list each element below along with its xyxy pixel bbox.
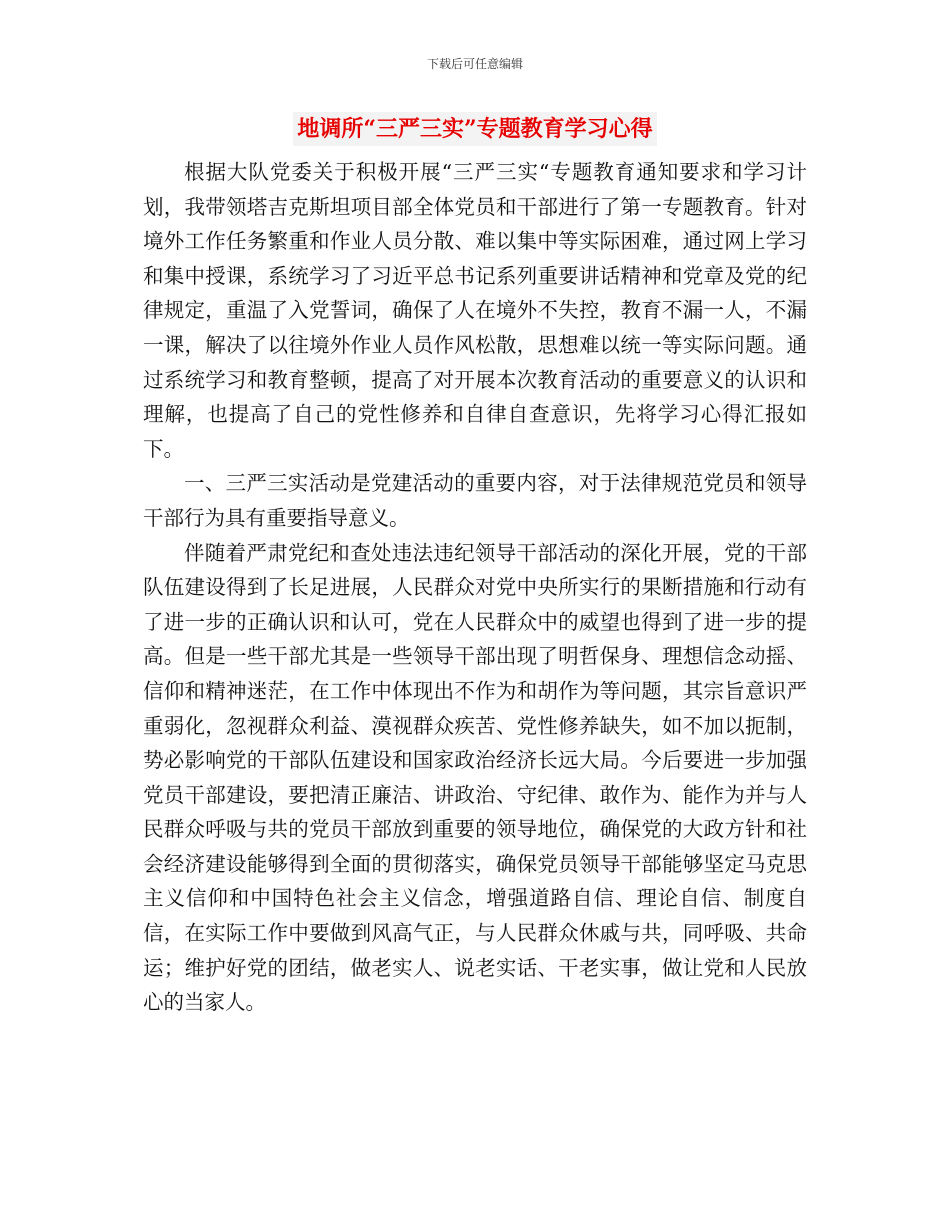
paragraph-body: 伴随着严肃党纪和查处违法违纪领导干部活动的深化开展，党的干部队伍建设得到了长足进展，人民群众对党中央所实行的果断措施和行动有了进一步的正确认识和认可，党在人民群众中的威望也得到了进一步的提高。但是一些干部尤其是一些领导干部出现了明哲保身、理想信念动摇、信仰和精神迷茫，在工作中体现出不作为和胡作为等问题，其宗旨意识严重弱化，忽视群众利益、漠视群众疾苦、党性修养缺失，如不加以扼制，势必影响党的干部队伍建设和国家政治经济长远大局。今后要进一步加强党员干部建设，要把清正廉洁、讲政治、守纪律、敢作为、能作为并与人民群众呼吸与共的党员干部放到重要的领导地位，确保党的大政方针和社会经济建设能够得到全面的贯彻落实，确保党员领导干部能够坚定马克思主义信仰和中国特色社会主义信念，增强道路自信、理论自信、制度自信，在实际工作中要做到风高气正，与人民群众休戚与共，同呼吸、共命运；维护好党的团结，做老实人、说老实话、干老实事，做让党和人民放心的当家人。 — [143, 540, 807, 1015]
title-container — [0, 112, 950, 146]
document-body — [143, 155, 807, 1020]
paragraph-section-heading: 一、三严三实活动是党建活动的重要内容，对于法律规范党员和领导干部行为具有重要指导意义。 — [143, 471, 807, 530]
header-note: 下载后可任意编辑 — [426, 57, 523, 71]
paragraph-intro: 根据大队党委关于积极开展“三严三实“专题教育通知要求和学习计划，我带领塔吉克斯坦项目部全体党员和干部进行了第一专题教育。针对境外工作任务繁重和作业人员分散、难以集中等实际困难，通过网上学习和集中授课，系统学习了习近平总书记系列重要讲话精神和党章及党的纪律规定，重温了入党誓词，确保了人在境外不失控，教育不漏一人，不漏一课，解决了以往境外作业人员作风松散，思想难以统一等实际问题。通过系统学习和教育整顿，提高了对开展本次教育活动的重要意义的认识和理解，也提高了自己的党性修养和自律自查意识，先将学习心得汇报如下。 — [143, 160, 807, 461]
document-title: 地调所“三严三实”专题教育学习心得 — [293, 112, 656, 146]
